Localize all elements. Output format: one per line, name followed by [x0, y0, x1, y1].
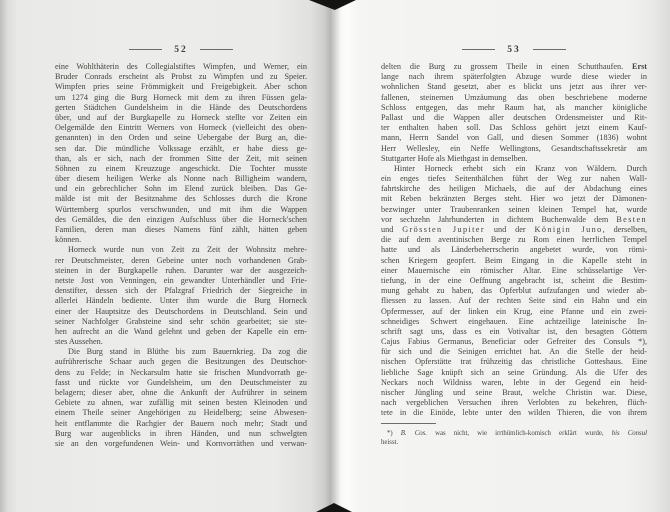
text-line: für sich und die Seinigen errichtet hat. An die Stelle der heid- [381, 347, 647, 357]
text-line: heisst. [381, 439, 399, 447]
text-line: ter enthalten haben soll. Das Schloss gehört jetzt einem Kauf- [381, 123, 647, 133]
text-line: dens zu Felde; in Neckarsulm hatte sie frischen Mundvorrath ge- [55, 367, 307, 377]
text-line: Württemberg spurlos verschwunden, und mit ihm die Wappen [55, 204, 307, 214]
text-line: steinen in der Burgkapelle ruhen. Darunter war der ausgezeich- [55, 265, 307, 275]
text-line: Söhnen zu einem Kreuzzuge angeschickt. Die Tochter musste [55, 163, 307, 173]
text-line: aufrührerische Schaar auch gegen die Besitzungen des Deutschor- [55, 357, 307, 367]
text-line: nach vergeblichen Versuchen ihren Verlobten zu bekehren, flüch- [381, 398, 647, 408]
header-rule [533, 49, 566, 50]
text-line: heit entflammte die Rachgier der Bauern noch mehr; Stadt und [55, 418, 307, 428]
footnote [381, 423, 647, 448]
text-line: Schloss entgegen, das mehr Raum hat, als mancher königliche [381, 102, 647, 112]
text-line: fliessen zu lassen. Auf der rechten Seite sind ein Hahn und ein [381, 296, 647, 306]
text-line: nischen Opferstätte trat frühzeitig das christliche Gotteshaus. Eine [381, 357, 647, 367]
text-line: mit Reben bekränzten Berges steht. Hier wo jetzt der Dämonen- [381, 194, 647, 204]
text-line: fallenen, steinernen Umzäumung das oben beschriebene moderne [381, 92, 647, 102]
text-line: eine Wohlthäterin des Collegialstiftes Wimpfen, und Werner, ein [55, 62, 307, 71]
text-line: denstifter, dessen sich der Pfalzgraf Friedrich der Siegreiche in [55, 286, 307, 296]
paragraph [381, 429, 647, 448]
italic-text: bis Consul [611, 429, 647, 437]
binding-wedge-bottom [316, 503, 352, 512]
text-line: Familien, deren man dieses Namens fünf zählt, hätten geben [55, 225, 307, 234]
letterspaced-emphasis: Grössten Jupiter [402, 225, 485, 234]
text-line: stes Aussehen. [55, 337, 103, 347]
text-line: liebliche Sage knüpft sich an seine Gründung. Als die Ufer des [381, 367, 647, 377]
left-page-body [55, 62, 307, 449]
text-line: Neckars noch Wildniss waren, lebte in der Gegend ein heid- [381, 377, 647, 387]
right-page-number: 53 [507, 44, 521, 55]
text-line: einer der Hauptsitze des Deutschordens in Deutschland. Sein und [55, 306, 307, 316]
text-line: des Gemäldes, die den einzigen Aufschluss über die Horneck'schen [55, 214, 307, 224]
text-line: mung gehabt zu haben, das Opferblut aufzufangen und wieder ab- [381, 286, 647, 296]
text-line: ein enges tiefes Seitenthälchen führt der Weg zur nahen Wall- [381, 174, 647, 184]
text-line: schneidiges Schwert eingehauen. Eine achtzeilige lateinische In- [381, 316, 647, 326]
header-rule [462, 49, 495, 50]
text-line: Horneck wurde nun von Zeit zu Zeit der Wohnsitz mehre- [68, 245, 307, 255]
paragraph [55, 245, 307, 347]
letterspaced-emphasis: Königin Juno [534, 225, 603, 234]
letterspaced-emphasis: Besten [616, 214, 647, 224]
italic-text: B. Cos. [400, 429, 427, 437]
text-line: rer Deutschmeister, deren Gebeine unter noch vorhandenen Grab- [55, 255, 307, 265]
text-line: than, als er sich, nach der frommen Sitte der Zeit, mit seinen [55, 153, 307, 163]
text-line: delten die Burg zu grossem Theile in einen Schutthaufen. Erst [381, 62, 647, 71]
text-line: belagern; dieser aber, ohne die Ankunft der Aufrührer in seinem [55, 388, 307, 397]
paragraph [55, 347, 307, 449]
text-line: genannten) in den Orden und seine Uebergabe der Burg an, die- [55, 133, 307, 143]
text-line: allerlei Händeln bediente. Unter ihm wurde die Burg Horneck [55, 296, 307, 306]
text-line: bezwinger unter Traubenranken seinen kleinen Tempel hat, wurde [381, 204, 647, 214]
text-line: schrift sagt uns, dass es ein Votivaltar ist, den besagten Göttern [381, 326, 647, 336]
paragraph [55, 62, 307, 245]
text-line: über, und auf der Burgkapelle zu Horneck stellte vor Zeiten ein [55, 112, 307, 122]
text-line: tiefung, in der eine Oeffnung angebracht ist, scheint die Bestim- [381, 275, 647, 285]
text-line: wohnlichen Stand gesetzt, aber es blickt uns jetzt aus ihrer ver- [381, 82, 647, 92]
text-line: Gebiete zu ahnen, war zufällig mit seinen besten Kleinoden und [55, 398, 307, 408]
text-line: gerten Städtchen Gundelsheim in die Hände des Deutschordens [55, 102, 307, 112]
text-line: fasst und rückte vor Gundelsheim, um den Deutschmeister zu [55, 377, 307, 387]
text-line: vor sechzehn Jahrhunderten in dichtem Buchenwalde dem Besten [381, 214, 647, 224]
text-line: *) B. Cos. was nicht, wie irrthümlich-komisch erklärt wurde, bis Consul [387, 429, 647, 437]
binding-wedge-top [309, 0, 356, 10]
text-line: Opfermesser, auf der linken ein Krug, eine Pfanne und ein zwei- [381, 306, 647, 316]
text-line: mann, Herrn Sandel von Gall, und diesen Sommer (1836) wohnt [381, 133, 647, 143]
footnote-body [381, 429, 647, 448]
text-line: schen Kriegern geopfert. Beim Eingang in die Kapelle steht in [381, 255, 647, 265]
text-line: fahrtskirche des heiligen Michaels, die auf der Abdachung eines [381, 184, 647, 194]
bold-text: Erst [631, 62, 647, 71]
text-line: tete in die Einöde, lebte unter den wilden Thieren, die von ihrem [381, 408, 647, 418]
text-line: die auf dem aventinischen Berge zu Rom einen herrlichen Tempel [381, 235, 647, 245]
left-page-number: 52 [174, 44, 188, 55]
text-line: Hinter Horneck erhebt sich ein Kranz von Wäldern. Durch [394, 163, 647, 173]
right-page-body [381, 62, 647, 419]
text-line: Oelgemälde den Eintritt Werners von Horneck (vielleicht des oben- [55, 123, 307, 133]
paragraph [381, 62, 647, 164]
text-line: und ein gebrechlicher Sohn im Elend zurück bleiben. Das Ge- [55, 184, 307, 194]
text-line: einem Theile seiner Angehörigen zu Heidelberg; seine Abwesen- [55, 408, 307, 418]
text-line: sie an den vorgefundenen Wein- und Kornvorräthen und verwan- [55, 438, 307, 448]
text-line: können. [55, 235, 82, 245]
text-line: lange nach ihrem späterfolgten Abzuge wurde diese wieder in [381, 72, 647, 82]
text-line: mälde ist mit der Besitznahme des Schlosses durch die Krone [55, 194, 307, 204]
paragraph [381, 164, 647, 419]
text-line: nischer Jüngling und seine Braut, welche Christin war. Diese, [381, 388, 647, 397]
left-page-header [55, 44, 307, 55]
left-page-text-column [55, 44, 307, 449]
text-line: hatte und als Länderbeherrscherin angebetet wurde, von römi- [381, 245, 647, 255]
text-line: hen aufrecht an die Wand gelehnt und geben der Kapelle ein ern- [55, 326, 307, 336]
text-line: seiner Nachfolger Grabsteine sind sehr schön gearbeitet; sie ste- [55, 316, 307, 326]
text-line: Bruder Conrads erscheint als Probst zu Wimpfen und zu Speier. [55, 72, 307, 82]
text-line: Herr Wellesley, ein Neffe Wellingtons, Gesandtschaftssekretär am [381, 143, 647, 153]
right-page-text-column [381, 44, 647, 448]
text-line: Cajus Fabius Germanus, Beneficiar oder Gefreiter des Consuls *), [381, 337, 647, 347]
header-rule [200, 49, 233, 50]
text-line: über diesem heiligen Werke als Nonne nach Billigheim wandern, [55, 174, 307, 184]
text-line: einer Mauernische ein römischer Altar. Eine schüsselartige Ver- [381, 265, 647, 275]
header-rule [129, 49, 162, 50]
footnote-rule [381, 423, 436, 424]
text-line: Burg war augenblicks in ihren Händen, und nun schwelgten [55, 428, 307, 438]
text-line: sen dar. Die mündliche Volkssage erzählt, er habe diess ge- [55, 143, 307, 153]
text-line: um 1274 ging die Burg Horneck mit dem zu ihren Füssen gela- [55, 92, 307, 102]
text-line: Wimpfen pries seine Frömmigkeit und Freigebigkeit. Aber schon [55, 82, 307, 92]
text-line: Die Burg stand in Blüthe bis zum Bauernkrieg. Da zog die [68, 347, 307, 357]
text-line: netste Jost von Venningen, ein gewandter Unterhändler und Frie- [55, 275, 307, 285]
text-line: Pallast und die Wappen aller deutschen Ordensmeister und Rit- [381, 112, 647, 122]
text-line: und Grössten Jupiter und der Königin Juno, derselben, [381, 225, 647, 234]
right-page-header [381, 44, 647, 55]
text-line: Stuttgarter Hofe als Miethgast in demselben. [381, 153, 528, 163]
